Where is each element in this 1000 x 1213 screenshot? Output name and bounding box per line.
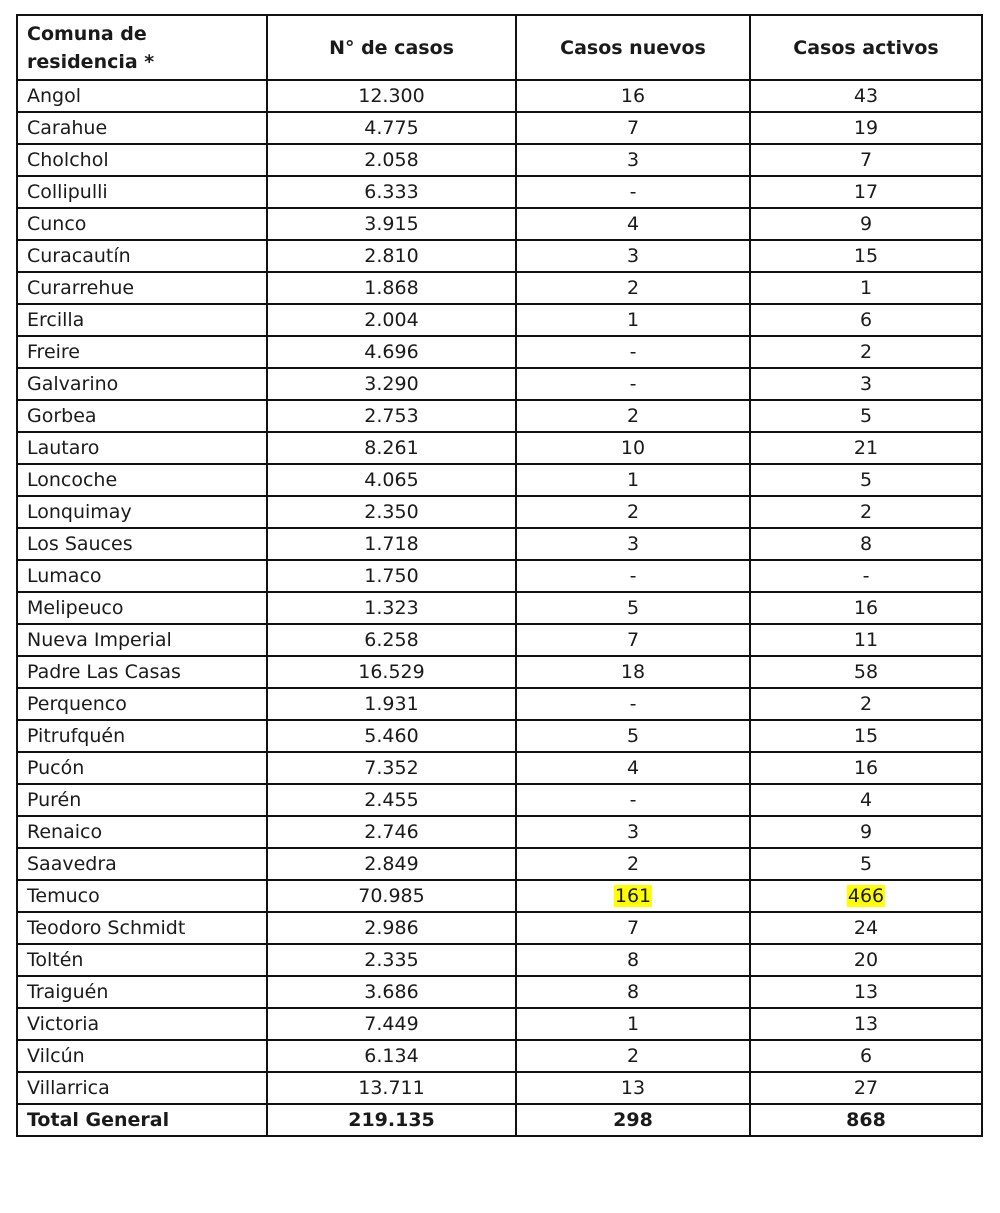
cell-nuevos: 2 [516,1040,750,1072]
cell-casos: 13.711 [267,1072,516,1104]
cell-casos: 8.261 [267,432,516,464]
cell-comuna: Lonquimay [17,496,267,528]
cell-activos: 9 [750,208,982,240]
cell-casos: 2.058 [267,144,516,176]
cell-activos [750,880,982,912]
cell-comuna: Perquenco [17,688,267,720]
cell-activos: 11 [750,624,982,656]
cell-activos: 9 [750,816,982,848]
cell-comuna: Melipeuco [17,592,267,624]
cell-nuevos: 16 [516,80,750,112]
cell-comuna: Carahue [17,112,267,144]
cell-nuevos: 3 [516,240,750,272]
cell-comuna: Vilcún [17,1040,267,1072]
header-casos: N° de casos [267,15,516,80]
cell-casos: 3.290 [267,368,516,400]
cell-comuna: Victoria [17,1008,267,1040]
cell-comuna: Lumaco [17,560,267,592]
table-row [17,272,982,304]
table-row [17,496,982,528]
cell-activos: 5 [750,848,982,880]
cell-casos: 2.849 [267,848,516,880]
table-row [17,240,982,272]
cell-activos: 6 [750,1040,982,1072]
cell-activos: 20 [750,944,982,976]
cell-nuevos: 1 [516,1008,750,1040]
cell-nuevos: 5 [516,592,750,624]
cell-casos: 5.460 [267,720,516,752]
table-row [17,528,982,560]
cell-casos: 1.931 [267,688,516,720]
total-label: Total General [17,1104,267,1136]
cell-comuna: Villarrica [17,1072,267,1104]
cell-comuna: Pitrufquén [17,720,267,752]
cell-casos: 2.810 [267,240,516,272]
cell-comuna: Padre Las Casas [17,656,267,688]
table-row [17,944,982,976]
cell-activos: 16 [750,752,982,784]
cell-comuna: Los Sauces [17,528,267,560]
cell-casos: 3.686 [267,976,516,1008]
cell-nuevos: 4 [516,208,750,240]
cell-nuevos: 5 [516,720,750,752]
cell-nuevos: 1 [516,304,750,336]
cell-activos: 5 [750,400,982,432]
cell-nuevos [516,880,750,912]
cell-activos: 6 [750,304,982,336]
cell-comuna: Renaico [17,816,267,848]
cell-nuevos: 13 [516,1072,750,1104]
highlighted-value: 161 [614,885,652,907]
table-row [17,688,982,720]
cell-activos: 3 [750,368,982,400]
cell-casos: 2.335 [267,944,516,976]
cell-nuevos: - [516,560,750,592]
cell-casos: 4.775 [267,112,516,144]
cell-comuna: Cholchol [17,144,267,176]
cell-activos: 58 [750,656,982,688]
cell-comuna: Lautaro [17,432,267,464]
cell-casos: 7.449 [267,1008,516,1040]
cell-comuna: Angol [17,80,267,112]
total-nuevos: 298 [516,1104,750,1136]
table-row [17,464,982,496]
cell-activos: 4 [750,784,982,816]
cell-nuevos: 7 [516,112,750,144]
table-row [17,784,982,816]
cell-comuna: Traiguén [17,976,267,1008]
table-row [17,144,982,176]
table-row [17,176,982,208]
table-row [17,400,982,432]
cell-casos: 2.455 [267,784,516,816]
cell-nuevos: 2 [516,496,750,528]
cell-casos: 6.258 [267,624,516,656]
header-nuevos: Casos nuevos [516,15,750,80]
cell-casos: 1.718 [267,528,516,560]
cell-comuna: Loncoche [17,464,267,496]
cell-nuevos: 3 [516,144,750,176]
cell-nuevos: 8 [516,944,750,976]
cell-nuevos: 10 [516,432,750,464]
table-row [17,1040,982,1072]
cell-casos: 6.134 [267,1040,516,1072]
cell-nuevos: 7 [516,912,750,944]
cell-casos: 2.350 [267,496,516,528]
cell-casos: 4.696 [267,336,516,368]
cell-activos: 19 [750,112,982,144]
cell-nuevos: - [516,336,750,368]
cell-nuevos: - [516,176,750,208]
cell-nuevos: 7 [516,624,750,656]
table-row [17,560,982,592]
cell-nuevos: 3 [516,528,750,560]
cell-comuna: Curarrehue [17,272,267,304]
cell-activos: 13 [750,976,982,1008]
cell-activos: 17 [750,176,982,208]
cell-casos: 4.065 [267,464,516,496]
table-row [17,112,982,144]
cell-casos: 2.986 [267,912,516,944]
cell-casos: 1.868 [267,272,516,304]
table-row [17,720,982,752]
cell-activos: 15 [750,720,982,752]
cell-comuna: Galvarino [17,368,267,400]
cell-nuevos: 2 [516,400,750,432]
cell-comuna: Cunco [17,208,267,240]
cell-nuevos: - [516,784,750,816]
cell-casos: 7.352 [267,752,516,784]
cell-casos: 1.750 [267,560,516,592]
cell-activos: 13 [750,1008,982,1040]
table-row [17,368,982,400]
table-row [17,1008,982,1040]
cell-comuna: Purén [17,784,267,816]
cell-activos: 8 [750,528,982,560]
cell-casos: 70.985 [267,880,516,912]
covid-cases-table [16,14,983,1137]
cell-nuevos: 8 [516,976,750,1008]
cell-casos: 2.746 [267,816,516,848]
table-row [17,592,982,624]
cell-nuevos: 2 [516,848,750,880]
cell-activos: 2 [750,688,982,720]
cell-comuna: Temuco [17,880,267,912]
table-row [17,752,982,784]
cell-casos: 6.333 [267,176,516,208]
cell-nuevos: 4 [516,752,750,784]
table-row [17,976,982,1008]
cell-nuevos: 18 [516,656,750,688]
table-row [17,656,982,688]
total-casos: 219.135 [267,1104,516,1136]
cell-activos: 15 [750,240,982,272]
cell-casos: 2.753 [267,400,516,432]
cell-nuevos: 2 [516,272,750,304]
cell-activos: 2 [750,336,982,368]
table-row [17,304,982,336]
cell-activos: 27 [750,1072,982,1104]
table-row [17,880,982,912]
cell-comuna: Gorbea [17,400,267,432]
header-comuna: Comuna de residencia * [17,15,267,80]
cell-comuna: Ercilla [17,304,267,336]
cell-comuna: Saavedra [17,848,267,880]
cell-nuevos: - [516,368,750,400]
cell-activos: 21 [750,432,982,464]
cell-activos: 1 [750,272,982,304]
cell-casos: 1.323 [267,592,516,624]
cell-comuna: Nueva Imperial [17,624,267,656]
table-row [17,208,982,240]
cell-comuna: Teodoro Schmidt [17,912,267,944]
cell-casos: 3.915 [267,208,516,240]
header-row [17,15,982,80]
cell-activos: 16 [750,592,982,624]
cell-comuna: Curacautín [17,240,267,272]
cell-activos: 24 [750,912,982,944]
cell-activos: 7 [750,144,982,176]
cell-comuna: Pucón [17,752,267,784]
cell-nuevos: - [516,688,750,720]
cell-casos: 16.529 [267,656,516,688]
cell-activos: - [750,560,982,592]
total-activos: 868 [750,1104,982,1136]
header-activos: Casos activos [750,15,982,80]
cell-activos: 5 [750,464,982,496]
cell-comuna: Collipulli [17,176,267,208]
table-row [17,848,982,880]
cell-activos: 2 [750,496,982,528]
table-row [17,816,982,848]
table-row [17,1072,982,1104]
cell-casos: 12.300 [267,80,516,112]
table-row [17,624,982,656]
cell-nuevos: 3 [516,816,750,848]
cell-nuevos: 1 [516,464,750,496]
table-row [17,432,982,464]
table-row [17,336,982,368]
highlighted-value: 466 [847,885,885,907]
total-row [17,1104,982,1136]
table-row [17,80,982,112]
cell-casos: 2.004 [267,304,516,336]
cell-comuna: Freire [17,336,267,368]
table-row [17,912,982,944]
cell-comuna: Toltén [17,944,267,976]
cell-activos: 43 [750,80,982,112]
